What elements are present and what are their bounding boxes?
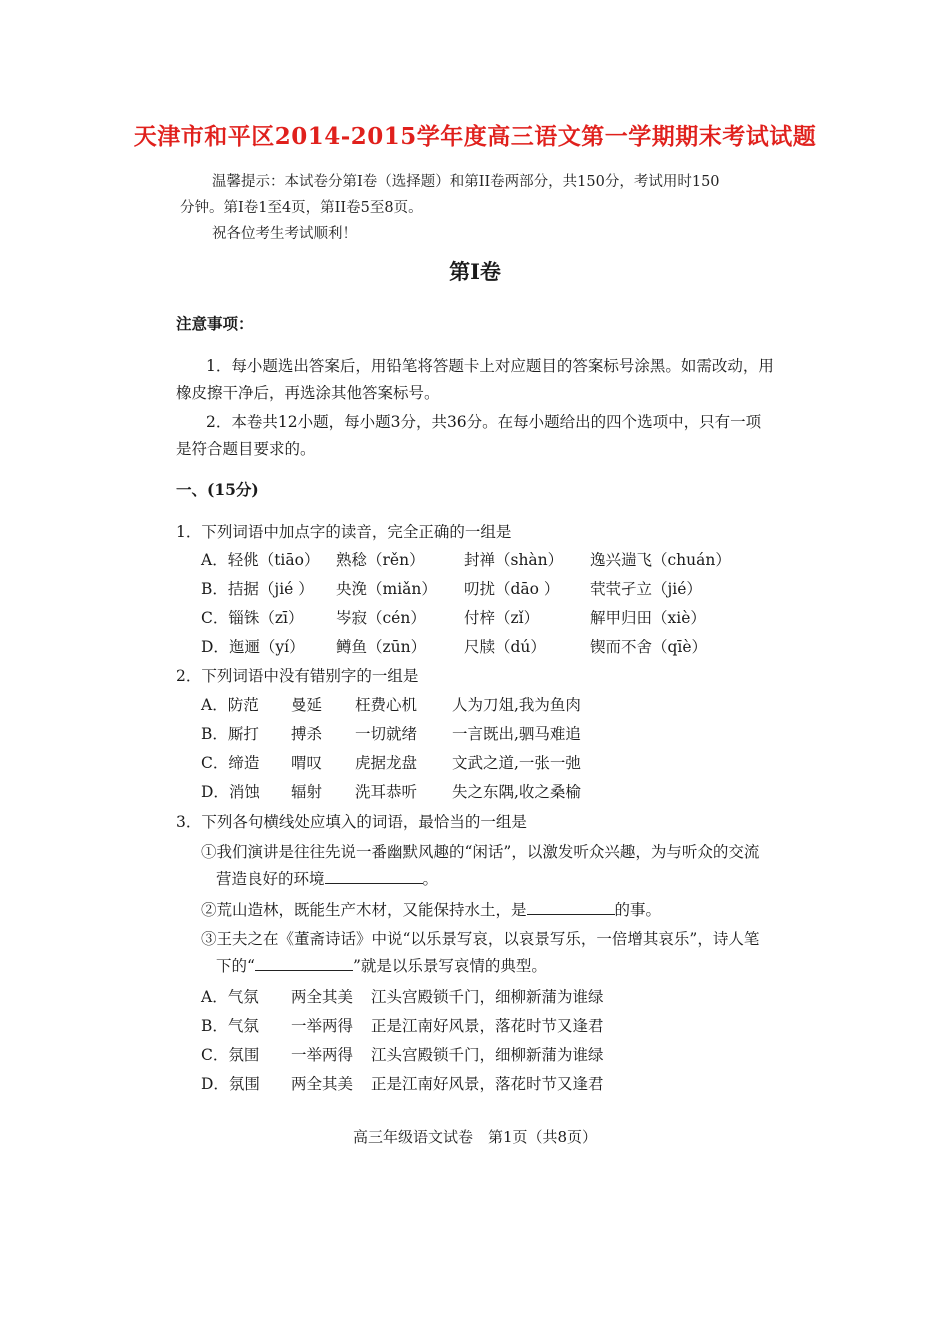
q2-option-b-3: 一切就绪 xyxy=(355,725,418,743)
q1-option-b-2: 央浼（miǎn） xyxy=(336,580,437,598)
q1-option-c-2: 岑寂（cén） xyxy=(336,609,426,627)
q2-option-d-1: D．消蚀 xyxy=(201,783,260,801)
part-heading: 一、(15分) xyxy=(176,480,259,499)
q3-sentence-1-line-1: ①我们演讲是往往先说一番幽默风趣的“闲话”，以激发听众兴趣，为与听众的交流 xyxy=(201,843,760,861)
q2-option-c-2: 喟叹 xyxy=(291,754,323,772)
q2-option-a-4: 人为刀俎,我为鱼肉 xyxy=(452,696,581,714)
q1-option-b-3: 叨扰（dāo ） xyxy=(464,580,560,598)
section-title: 第I卷 xyxy=(449,259,501,284)
answer-blank-1 xyxy=(325,869,423,884)
q1-option-d-2: 鳟鱼（zūn） xyxy=(336,638,427,656)
q2-option-b-1: B．厮打 xyxy=(201,725,259,743)
q3-sentence-2-end: 的事。 xyxy=(614,901,662,919)
q3-option-c-3: 江头宫殿锁千门，细柳新蒲为谁绿 xyxy=(371,1046,604,1064)
note-1-line-2: 橡皮擦干净后，再选涂其他答案标号。 xyxy=(176,384,440,402)
q2-stem: 2．下列词语中没有错别字的一组是 xyxy=(176,667,419,685)
tip-line-1: 温馨提示：本试卷分第I卷（选择题）和第II卷两部分，共150分，考试用时150 xyxy=(212,174,720,190)
q2-option-c-1: C．缔造 xyxy=(201,754,260,772)
q1-option-d-3: 尺牍（dú） xyxy=(464,638,546,656)
answer-blank-3 xyxy=(255,956,353,971)
note-2-line-1: 2．本卷共12小题，每小题3分，共36分。在每小题给出的四个选项中，只有一项 xyxy=(206,413,762,431)
q2-option-b-4: 一言既出,驷马难追 xyxy=(452,725,581,743)
q3-sentence-3-line-1: ③王夫之在《董斋诗话》中说“以乐景写哀，以哀景写乐，一倍增其哀乐”，诗人笔 xyxy=(201,930,760,948)
q1-option-b-4: 茕茕孑立（jié） xyxy=(590,580,702,598)
tip-line-3: 祝各位考生考试顺利！ xyxy=(212,226,357,242)
q1-option-d-4: 锲而不舍（qīè） xyxy=(590,638,708,656)
notes-heading: 注意事项： xyxy=(176,314,254,333)
q1-option-a-4: 逸兴遄飞（chuán） xyxy=(590,551,731,569)
q1-option-b-1: B．拮据（jié ） xyxy=(201,580,314,598)
q3-sentence-2-text: ②荒山造林，既能生产木材，又能保持水土，是 xyxy=(201,901,527,919)
q3-option-b-3: 正是江南好风景，落花时节又逢君 xyxy=(371,1017,604,1035)
q3-sentence-1-end: 。 xyxy=(422,870,439,888)
q3-option-b-1: B．气氛 xyxy=(201,1017,259,1035)
answer-blank-2 xyxy=(527,900,615,915)
q2-option-a-1: A．防范 xyxy=(201,696,259,714)
q1-option-a-3: 封禅（shàn） xyxy=(464,551,564,569)
q3-sentence-3-line-2 xyxy=(216,954,547,976)
note-1-line-1: 1．每小题选出答案后，用铅笔将答题卡上对应题目的答案标号涂黑。如需改动，用 xyxy=(206,357,774,375)
q2-option-a-3: 枉费心机 xyxy=(355,696,418,714)
q1-option-a-1: A．轻佻（tiāo） xyxy=(201,551,320,569)
q2-option-c-3: 虎据龙盘 xyxy=(355,754,418,772)
q3-option-d-2: 两全其美 xyxy=(291,1075,354,1093)
q3-option-a-2: 两全其美 xyxy=(291,988,354,1006)
q3-option-a-1: A．气氛 xyxy=(201,988,259,1006)
q2-option-d-3: 洗耳恭听 xyxy=(355,783,418,801)
note-2-line-2: 是符合题目要求的。 xyxy=(176,440,316,458)
q2-option-d-4: 失之东隅,收之桑榆 xyxy=(452,783,581,801)
q2-option-d-2: 辐射 xyxy=(291,783,323,801)
q3-option-b-2: 一举两得 xyxy=(291,1017,354,1035)
q1-option-c-1: C．锱铢（zī） xyxy=(201,609,304,627)
q3-option-a-3: 江头宫殿锁千门，细柳新蒲为谁绿 xyxy=(371,988,604,1006)
q1-option-c-3: 付梓（zǐ） xyxy=(464,609,540,627)
q3-sentence-1-text: 营造良好的环境 xyxy=(216,870,325,888)
exam-title: 天津市和平区2014-2015学年度高三语文第一学期期末考试试题 xyxy=(133,123,817,150)
q1-option-c-4: 解甲归田（xiè） xyxy=(590,609,706,627)
q3-sentence-3-text: 下的“ xyxy=(216,957,255,975)
q3-sentence-3-end: ”就是以乐景写哀情的典型。 xyxy=(352,957,547,975)
page-footer: 高三年级语文试卷 第1页（共8页） xyxy=(352,1128,598,1146)
q3-option-d-1: D．氛围 xyxy=(201,1075,260,1093)
q1-option-d-1: D．迤逦（yí） xyxy=(201,638,305,656)
q3-stem: 3．下列各句横线处应填入的词语，最恰当的一组是 xyxy=(176,813,527,831)
q3-option-c-1: C．氛围 xyxy=(201,1046,260,1064)
q3-sentence-2 xyxy=(201,898,661,920)
q1-stem: 1．下列词语中加点字的读音，完全正确的一组是 xyxy=(176,523,512,541)
q3-option-c-2: 一举两得 xyxy=(291,1046,354,1064)
q1-option-a-2: 熟稔（rěn） xyxy=(336,551,425,569)
q2-option-b-2: 搏杀 xyxy=(291,725,323,743)
q2-option-a-2: 曼延 xyxy=(291,696,323,714)
q3-sentence-1-line-2 xyxy=(216,867,438,889)
q2-option-c-4: 文武之道,一张一弛 xyxy=(452,754,581,772)
tip-line-2: 分钟。第I卷1至4页，第II卷5至8页。 xyxy=(180,200,423,216)
q3-option-d-3: 正是江南好风景，落花时节又逢君 xyxy=(371,1075,604,1093)
